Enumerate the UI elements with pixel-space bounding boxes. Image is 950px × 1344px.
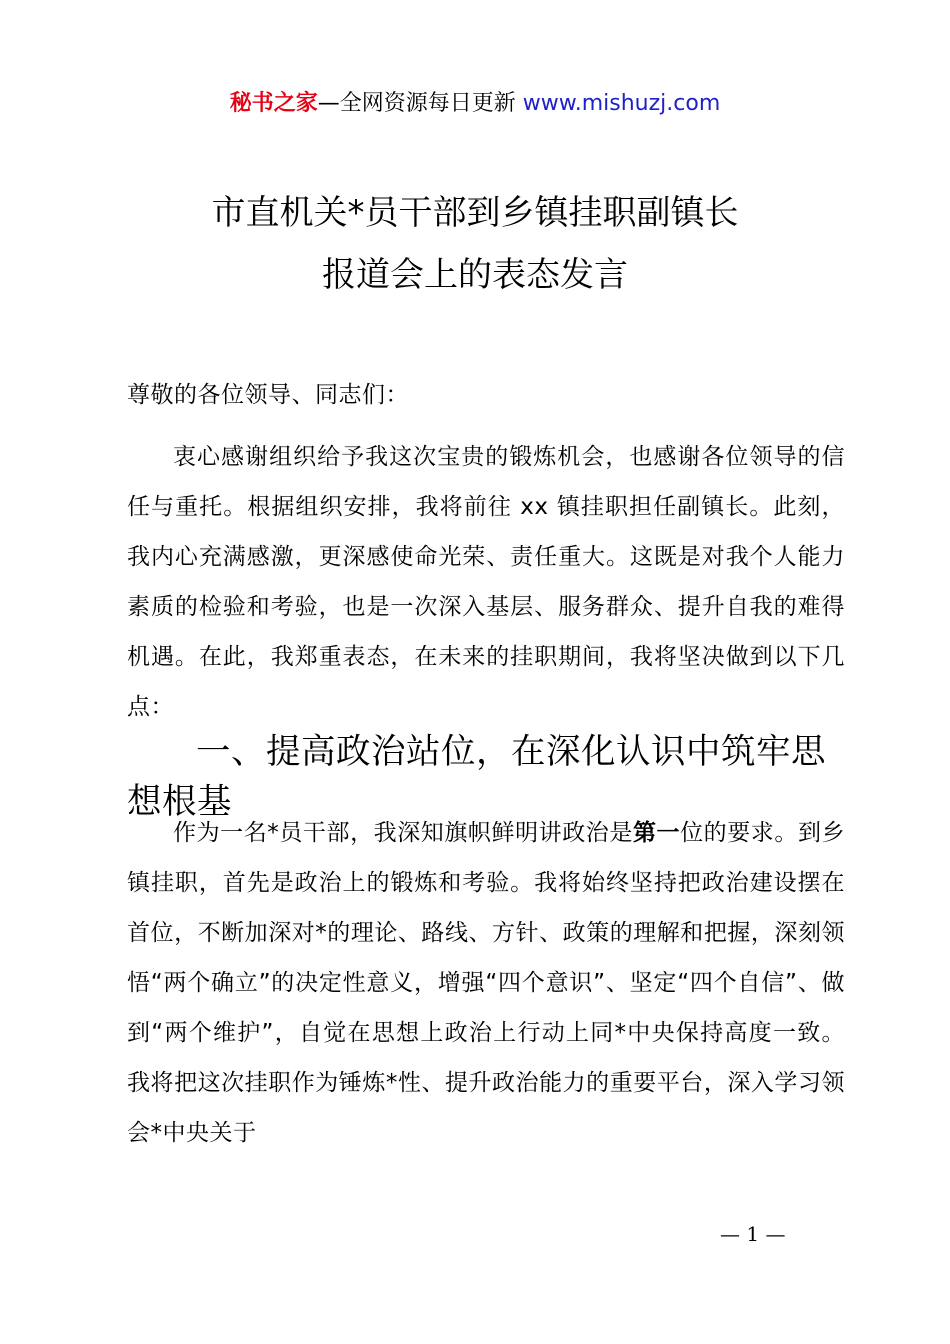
page-number: — 1 — [720,1222,786,1246]
site-url-link[interactable]: www.mishuzj.com [522,91,721,116]
intro-block [127,432,845,732]
section-1-heading: 一、提高政治站位，在深化认识中筑牢思想根基 [127,732,826,822]
section-1-bold-text: 第一 [632,820,681,846]
intro-paragraph: 衷心感谢组织给予我这次宝贵的锻炼机会，也感谢各位领导的信任与重托。根据组织安排，我将前往 xx 镇挂职担任副镇长。此刻，我内心充满感激，更深感使命光荣、责任重大。这既是对我个人能力素质的检验和考验，也是一次深入基层、服务群众、提升自我的难得机遇。在此，我郑重表态，在未来的挂职期间，我将坚决做到以下几点： [127,444,845,720]
section-1-text-start: 作为一名*员干部，我深知旗帜鲜明讲政治是 [173,820,633,846]
section-1-paragraph [127,808,845,1158]
title-line-2: 报道会上的表态发言 [322,255,628,295]
brand-name: 秘书之家 [229,91,318,116]
section-1-text-rest: 位的要求。到乡镇挂职，首先是政治上的锻炼和考验。我将始终坚持把政治建设摆在首位，不断加深对*的理论、路线、方针、政策的理解和把握，深刻领悟“两个确立”的决定性意义，增强“四个意识”、坚定“四个自信”、做到“两个维护”，自觉在思想上政治上行动上同*中央保持高度一致。我将把这次挂职作为锤炼*性、提升政治能力的重要平台，深入学习领会*中央关于 [127,820,846,1146]
site-header [0,86,950,122]
title-line-1: 市直机关*员干部到乡镇挂职副镇长 [211,193,739,233]
section-1-body-block [127,808,845,1158]
salutation-block [127,370,845,420]
salutation: 尊敬的各位领导、同志们： [127,382,409,408]
header-tagline: —全网资源每日更新 [317,91,523,116]
document-title [0,182,950,306]
